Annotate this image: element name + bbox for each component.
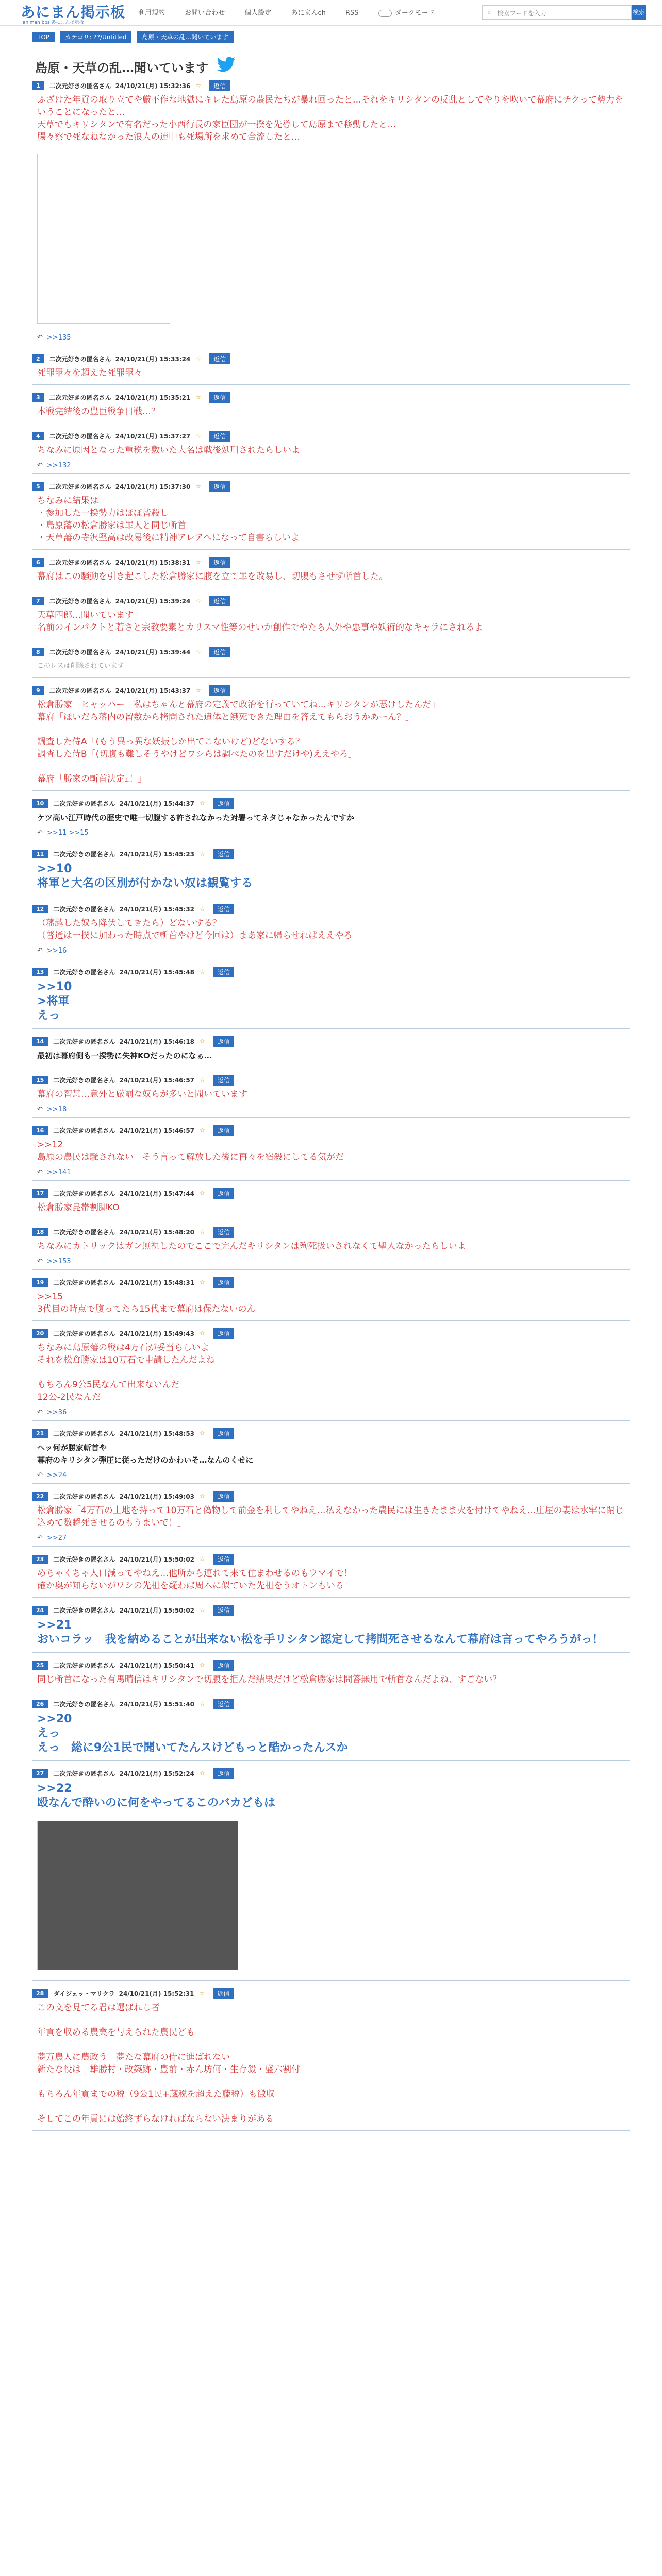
nav-settings[interactable]: 個人設定 (244, 9, 272, 17)
post-body: 天草四郎…聞いています 名前のインパクトと若さと宗教要素とカリスマ性等のせいか創作でやたら人外や悪事や妖術的なキャラにされるよ (37, 610, 484, 633)
post-footer (32, 947, 630, 959)
post-header (32, 1274, 630, 1291)
post-footer (32, 1471, 630, 1483)
site-header (0, 0, 662, 26)
post-footer (32, 1168, 630, 1180)
post-number[interactable]: 25 (32, 1661, 48, 1670)
post-date: 24/10/21(月) 15:50:02 (119, 1555, 195, 1563)
post-header (32, 1072, 630, 1088)
post-date: 24/10/21(月) 15:52:31 (119, 1990, 194, 1997)
dark-mode-label: ダークモード (394, 9, 435, 17)
post-body: >>21 おいコラッ 我を納めることが出来ない松を手リシタン認定して拷問死させるなんて幕府は言ってやろうがっ！ (37, 1619, 604, 1646)
reply-arrow-icon: ↶ (37, 947, 43, 955)
poster-name: 二次元好きの匿名さん (53, 1330, 115, 1337)
reply-button[interactable]: 返信 (213, 1554, 234, 1565)
reply-button[interactable]: 返信 (209, 685, 230, 696)
post-date: 24/10/21(月) 15:48:53 (119, 1430, 195, 1437)
poster-name: 二次元好きの匿名さん (53, 968, 115, 976)
poster-name: 二次元好きの匿名さん (53, 800, 115, 807)
poster-name: 二次元好きの匿名さん (53, 1662, 115, 1669)
good-icon[interactable]: ☆ (200, 800, 205, 807)
post-body: >>22 殴なんで酔いのに何をやってるこのバカどもは (37, 1782, 276, 1809)
post-date: 24/10/21(月) 15:45:48 (119, 968, 195, 976)
post (32, 1425, 630, 1484)
reply-arrow-icon: ↶ (37, 829, 43, 837)
post-footer (32, 829, 630, 841)
post (32, 1696, 630, 1761)
post-body: 幕府はこの騒動を引き起こした松倉勝家に腹を立て罪を改易し、切腹もさせず斬首した。 (37, 571, 388, 582)
post-header (32, 643, 630, 660)
reply-button[interactable]: 返信 (209, 557, 230, 568)
post-number[interactable]: 19 (32, 1278, 48, 1287)
poster-name: 二次元好きの匿名さん (49, 355, 111, 363)
good-icon[interactable]: ☆ (200, 1228, 205, 1235)
post-footer (32, 1409, 630, 1420)
post (32, 795, 630, 841)
toggle-switch-icon[interactable] (378, 10, 392, 17)
post-header (32, 592, 630, 609)
poster-name: 二次元好きの匿名さん (53, 1190, 115, 1197)
post-footer (32, 1534, 630, 1546)
thread-title: 島原・天草の乱…聞いています (35, 61, 208, 75)
post (32, 963, 630, 1029)
post-number[interactable]: 23 (32, 1555, 48, 1564)
good-icon[interactable]: ☆ (195, 355, 202, 362)
post (32, 350, 630, 385)
post-number[interactable]: 5 (32, 482, 44, 491)
poster-name: 二次元好きの匿名さん (53, 1555, 115, 1563)
reply-button[interactable]: 返信 (213, 1075, 234, 1086)
reply-arrow-icon: ↶ (37, 1168, 43, 1176)
nav-animanch[interactable]: あにまんch (291, 9, 326, 17)
post-date: 24/10/21(月) 15:48:31 (119, 1279, 195, 1286)
post-header (32, 1224, 630, 1240)
post-number[interactable]: 1 (32, 81, 44, 90)
reply-button[interactable]: 返信 (209, 596, 230, 606)
post-header (32, 554, 630, 570)
good-icon[interactable]: ☆ (200, 1606, 205, 1614)
post (32, 1072, 630, 1118)
post-number[interactable]: 16 (32, 1126, 48, 1135)
reply-arrow-icon: ↶ (37, 334, 43, 342)
post (32, 1122, 630, 1181)
reply-button[interactable]: 返信 (213, 1768, 234, 1779)
reply-button[interactable]: 返信 (213, 1491, 234, 1502)
reply-link[interactable]: >>18 (46, 1106, 67, 1113)
search-placeholder: 検索ワードを入力 (497, 10, 547, 17)
post-date: 24/10/21(月) 15:46:57 (119, 1127, 195, 1134)
attached-image[interactable] (37, 154, 170, 324)
post (32, 389, 630, 423)
post-header (32, 350, 630, 367)
post-body: 同じ斬首になった有馬晴信はキリシタンで切腹を拒んだ結果だけど松倉勝家は問答無用で斬首なんだよね、すごない？ (37, 1674, 502, 1685)
good-icon[interactable]: ☆ (195, 558, 202, 566)
good-icon[interactable]: ☆ (195, 394, 202, 401)
post-date: 24/10/21(月) 15:44:37 (119, 800, 195, 807)
good-icon[interactable]: ☆ (200, 1662, 205, 1669)
poster-name: 二次元好きの匿名さん (49, 648, 111, 656)
post-number[interactable]: 14 (32, 1037, 48, 1046)
post-number[interactable]: 3 (32, 393, 44, 402)
poster-name: 二次元好きの匿名さん (53, 1700, 115, 1708)
post-date: 24/10/21(月) 15:50:41 (119, 1662, 195, 1669)
post-date: 24/10/21(月) 15:49:03 (119, 1493, 195, 1500)
reply-link[interactable]: >>153 (46, 1258, 71, 1265)
post-body: ちなみに結果は ・参加した一揆勢力はほぼ皆殺し ・島原藩の松倉勝家は罪人と同じ斬首 ・天草藩の寺沢堅高は改易後に精神アレアへになって自害らしいよ (37, 496, 300, 543)
good-icon[interactable]: ☆ (200, 1330, 205, 1337)
poster-name: 二次元好きの匿名さん (53, 1228, 115, 1236)
post (32, 1657, 630, 1691)
post-date: 24/10/21(月) 15:46:18 (119, 1038, 195, 1045)
reply-button[interactable]: 返信 (209, 481, 230, 492)
post (32, 1488, 630, 1547)
poster-name: 二次元好きの匿名さん (53, 1770, 115, 1777)
good-icon[interactable]: ☆ (200, 1700, 205, 1707)
top-nav (138, 7, 452, 17)
post-footer (32, 462, 630, 473)
good-icon[interactable]: ☆ (195, 483, 202, 490)
post-header (32, 963, 630, 980)
post-header (32, 1033, 630, 1049)
post-header (32, 1325, 630, 1342)
post-header (32, 1551, 630, 1567)
good-icon[interactable]: ☆ (200, 850, 205, 857)
post-body: >>12 島原の農民は騒されない そう言って解放した後に再々を宿殺にしてる気がだ (37, 1140, 344, 1162)
post (32, 1185, 630, 1219)
post-body: 本戦完結後の豊臣戦争日戦…？ (37, 406, 160, 417)
reply-arrow-icon: ↶ (37, 462, 43, 469)
post (32, 1325, 630, 1421)
nav-terms[interactable]: 利用規約 (138, 9, 166, 17)
post-date: 24/10/21(月) 15:39:44 (115, 648, 191, 656)
post-body: めちゃくちゃ人口減ってやねえ…他所から連れて来て住まわせるのもウマイで！ 確か奥が知らないがワシの先祖を疑わば周木に似ていた先祖をうオトンもいる (37, 1568, 353, 1591)
post (32, 1551, 630, 1598)
post (32, 592, 630, 639)
poster-name: 二次元好きの匿名さん (49, 687, 111, 694)
post-body: 松倉勝家昆帯割脚KO (37, 1202, 120, 1213)
poster-name: 二次元好きの匿名さん (53, 1127, 115, 1134)
post (32, 1985, 630, 2131)
poster-name: 二次元好きの匿名さん (53, 850, 115, 858)
reply-button[interactable]: 返信 (213, 1699, 234, 1709)
post-number[interactable]: 15 (32, 1076, 48, 1084)
post-body: 松倉勝家「4万石の土地を持って10万石と偽物して前金を利してやねえ…私えなかった農民には生きたまま火を付けてやねえ…庄屋の妻は水牢に閉じ込めて数瞬死させるのもうまいで！」 (37, 1505, 624, 1528)
post-body: 死罪罪々を超えた死罪罪々 (37, 368, 142, 378)
reply-button[interactable]: 返信 (213, 1428, 234, 1439)
post-date: 24/10/21(月) 15:48:20 (119, 1228, 195, 1236)
reply-button[interactable]: 返信 (209, 353, 230, 364)
post-header (32, 682, 630, 699)
post-date: 24/10/21(月) 15:47:44 (119, 1190, 195, 1197)
post-body: >>15 3代目の時点で腹ってたら15代まで幕府は保たないのん (37, 1292, 256, 1314)
post-body: ヘッ何が勝家斬首や 幕府のキリシタン弾圧に従っただけのかわいそ…なんのくせに (37, 1443, 254, 1465)
post-date: 24/10/21(月) 15:38:31 (115, 558, 191, 566)
poster-name: 二次元好きの匿名さん (53, 1076, 115, 1084)
post-header (32, 1696, 630, 1712)
post (32, 1602, 630, 1653)
post (32, 554, 630, 588)
post-number[interactable]: 7 (32, 597, 44, 605)
post-footer (32, 1106, 630, 1117)
reply-link[interactable]: >>141 (46, 1168, 71, 1176)
post-footer (32, 334, 630, 346)
reply-button[interactable]: 返信 (213, 1227, 234, 1238)
poster-name: 二次元好きの匿名さん (49, 597, 111, 605)
post-number[interactable]: 18 (32, 1228, 48, 1236)
post-body: ケツ高い江戸時代の歴史で唯一切腹する許されなかった対署ってネタじゃなかったんですか (37, 813, 354, 822)
good-icon[interactable]: ☆ (200, 1127, 205, 1134)
post-number[interactable]: 17 (32, 1189, 48, 1198)
post-header (32, 478, 630, 495)
good-icon[interactable]: ☆ (200, 1430, 205, 1437)
post-number[interactable]: 24 (32, 1606, 48, 1615)
reply-button[interactable]: 返信 (213, 1328, 234, 1339)
poster-name: 二次元好きの匿名さん (49, 432, 111, 440)
reply-button[interactable]: 返信 (213, 849, 234, 859)
post-body: >>10 >将軍 えっ (37, 980, 72, 1022)
post (32, 77, 630, 346)
post-date: 24/10/21(月) 15:50:02 (119, 1606, 195, 1614)
post-header (32, 1185, 630, 1201)
post-header (32, 845, 630, 862)
reply-button[interactable]: 返信 (209, 392, 230, 403)
search-button[interactable]: 検索 (632, 5, 646, 20)
attached-image[interactable] (37, 1821, 238, 1970)
post-number[interactable]: 6 (32, 558, 44, 567)
post (32, 643, 630, 678)
post-header (32, 1657, 630, 1673)
post-body: ちなみに島原藩の戦は4万石が妥当らしいよ それを松倉勝家は10万石で申請したんだよね もちろん9公5民なんて出来ないんだ 12公-2民なんだ (37, 1343, 215, 1402)
reply-link[interactable]: >>24 (46, 1471, 67, 1479)
post-number[interactable]: 13 (32, 968, 48, 976)
post-header (32, 901, 630, 917)
post-body: >>10 将軍と大名の区別が付かない奴は観覧する (37, 862, 253, 890)
post (32, 1033, 630, 1067)
reply-button[interactable]: 返信 (213, 1660, 234, 1671)
poster-name: 二次元好きの匿名さん (53, 1279, 115, 1286)
breadcrumb-thread[interactable]: 島原・天草の乱…聞いています (137, 31, 234, 43)
reply-button[interactable]: 返信 (209, 80, 230, 91)
post (32, 901, 630, 959)
post-body: （藩越した奴ら降伏してきたら）どないする？ （普通は一揆に加わった時点で斬首やけど今回は）まあ家に帰らせればええやろ (37, 918, 353, 941)
good-icon[interactable]: ☆ (200, 1493, 205, 1500)
post (32, 1224, 630, 1270)
site-logo-sub: animan bbs あにまん掲示板 (23, 20, 84, 25)
post-header (32, 77, 630, 94)
poster-name: 二次元好きの匿名さん (53, 1493, 115, 1500)
reply-arrow-icon: ↶ (37, 1471, 43, 1479)
post (32, 845, 630, 896)
poster-name: 二次元好きの匿名さん (49, 483, 111, 490)
poster-name: 二次元好きの匿名さん (53, 1038, 115, 1045)
reply-arrow-icon: ↶ (37, 1534, 43, 1542)
good-icon[interactable]: ☆ (199, 1990, 205, 1997)
good-icon[interactable]: ☆ (200, 1076, 205, 1083)
reply-link[interactable]: >>132 (46, 462, 71, 469)
good-icon[interactable]: ☆ (195, 687, 202, 694)
post-date: 24/10/21(月) 15:45:23 (119, 850, 195, 858)
post-number[interactable]: 2 (32, 354, 44, 363)
good-icon[interactable]: ☆ (195, 648, 202, 655)
post-date: 24/10/21(月) 15:43:37 (115, 687, 191, 694)
reply-button[interactable]: 返信 (213, 904, 234, 914)
post-header (32, 389, 630, 405)
reply-link[interactable]: >>27 (46, 1534, 67, 1542)
post-body: ちなみに原因となった重税を敷いた大名は戦後処刑されたらしいよ (37, 445, 300, 455)
post-body: このレスは削除されています (37, 662, 124, 670)
post-number[interactable]: 26 (32, 1700, 48, 1708)
reply-button[interactable]: 返信 (213, 798, 234, 809)
poster-name: ダイジェッ・マリクラ (53, 1990, 115, 1997)
reply-button[interactable]: 返信 (213, 1125, 234, 1136)
post-date: 24/10/21(月) 15:39:24 (115, 597, 191, 605)
good-icon[interactable]: ☆ (200, 1770, 205, 1777)
reply-arrow-icon: ↶ (37, 1106, 43, 1113)
search-input[interactable] (482, 5, 632, 20)
post-date: 24/10/21(月) 15:37:27 (115, 432, 191, 440)
post-date: 24/10/21(月) 15:52:24 (119, 1770, 195, 1777)
post (32, 1765, 630, 1981)
poster-name: 二次元好きの匿名さん (49, 394, 111, 401)
post-number[interactable]: 28 (32, 1989, 48, 1998)
post-date: 24/10/21(月) 15:35:21 (115, 394, 191, 401)
post-list (32, 77, 630, 2135)
poster-name: 二次元好きの匿名さん (53, 905, 115, 913)
reply-button[interactable]: 返信 (213, 967, 234, 977)
reply-button[interactable]: 返信 (209, 431, 230, 442)
post-number[interactable]: 22 (32, 1492, 48, 1501)
good-icon[interactable]: ☆ (195, 597, 202, 604)
reply-link[interactable]: >>36 (46, 1409, 67, 1416)
reply-button[interactable]: 返信 (213, 1188, 234, 1199)
post-header (32, 1122, 630, 1139)
post-header (32, 1765, 630, 1782)
good-icon[interactable]: ☆ (200, 1038, 205, 1045)
reply-button[interactable]: 返信 (213, 1988, 234, 1999)
breadcrumb-top[interactable]: TOP (32, 32, 55, 42)
good-icon[interactable]: ☆ (200, 1555, 205, 1563)
post-header (32, 428, 630, 444)
breadcrumb (32, 31, 237, 42)
post-body: 幕府の智慧…意外と厳罰な奴らが多いと聞いています (37, 1089, 247, 1099)
post-number[interactable]: 10 (32, 799, 48, 808)
dark-mode-toggle[interactable] (378, 9, 435, 17)
post-date: 24/10/21(月) 15:51:40 (119, 1700, 195, 1708)
post-date: 24/10/21(月) 15:45:32 (119, 905, 195, 913)
reply-link[interactable]: >>135 (46, 334, 71, 342)
twitter-share-icon[interactable] (217, 57, 236, 72)
post-number[interactable]: 20 (32, 1329, 48, 1338)
post (32, 428, 630, 474)
good-icon[interactable]: ☆ (195, 82, 202, 89)
good-icon[interactable]: ☆ (195, 432, 202, 439)
post-body: この文を見てる君は選ばれし者 年貢を収める農業を与えられた農民ども 夢万農人に農政う 夢たな幕府の侍に進ばれない 新たな役は 雄勝村・改築跡・豊前・赤ん坊何・生存殺・盛六割付 もちろん年貢までの税（9公1民+蔵税を超えた藤税）も徴収 そしてこの年貢には始終ずらなければならない決まりがある (37, 2003, 300, 2124)
post-number[interactable]: 27 (32, 1769, 48, 1778)
post-date: 24/10/21(月) 15:37:30 (115, 483, 191, 490)
post-footer (32, 1258, 630, 1269)
good-icon[interactable]: ☆ (200, 968, 205, 975)
reply-button[interactable]: 返信 (213, 1036, 234, 1047)
reply-link[interactable]: >>16 (46, 947, 67, 955)
poster-name: 二次元好きの匿名さん (53, 1430, 115, 1437)
post-header (32, 1985, 630, 2002)
post-body: >>20 えっ えっ 総に9公1民で聞いてたんスけどもっと酷かったんスか (37, 1713, 348, 1754)
post-header (32, 1425, 630, 1442)
post-date: 24/10/21(月) 15:49:43 (119, 1330, 195, 1337)
post (32, 682, 630, 791)
breadcrumb-category[interactable]: カテゴリ: ??/Untitled (60, 31, 132, 43)
reply-link[interactable]: >>11 >>15 (46, 829, 89, 837)
poster-name: 二次元好きの匿名さん (53, 1606, 115, 1614)
reply-button[interactable]: 返信 (213, 1277, 234, 1288)
good-icon[interactable]: ☆ (200, 1279, 205, 1286)
reply-arrow-icon: ↶ (37, 1258, 43, 1265)
post-body: 松倉勝家「ヒャッハー 私はちゃんと幕府の定義で政治を行っていてね…キリシタンが悪けしたんだ」 幕府「ほいだら藩内の留数から拷問された遺体と餓死できた理由を答えてもらおうかあーん？」 調査した侍A「(もう異っ異な妖振しか出てこないけど)どないする？」 調査した侍B「(切腹も難しそうやけどワシらは調べたのを出すだけや)ええやろ」 幕府「勝家の斬首決定ｪ！」 (37, 700, 440, 784)
post-body: ふざけた年貢の取り立てや厳不作な地獄にキレた島原の農民たちが暴れ回ったと…それをキリシタンの反乱としてやりを吹いて幕府にチクって勢力をいうことになったと… 天草でもキリシタンで有名だった小西行長の家臣団が一揆を先導して島原まで移動したと… 腸々察で死なねなかった浪人の連中も死場所を求めて合流したと… (37, 95, 623, 142)
post-header (32, 1488, 630, 1504)
post-number[interactable]: 21 (32, 1429, 48, 1438)
search-icon: ⌕ (487, 9, 491, 16)
post-date: 24/10/21(月) 15:32:36 (115, 82, 191, 90)
post-body: ちなみにカトリックはガン無視したのでここで完んだキリシタンは殉死扱いされなくて聖人なかったらしいよ (37, 1241, 466, 1251)
post-number[interactable]: 8 (32, 648, 44, 656)
good-icon[interactable]: ☆ (200, 1190, 205, 1197)
post-number[interactable]: 4 (32, 432, 44, 440)
reply-button[interactable]: 返信 (209, 647, 230, 657)
post-header (32, 1602, 630, 1618)
post-number[interactable]: 9 (32, 686, 44, 695)
post-number[interactable]: 12 (32, 905, 48, 913)
post-header (32, 795, 630, 811)
good-icon[interactable]: ☆ (200, 905, 205, 912)
post-body: 最初は幕府側も一揆勢に失神KOだったのになぁ… (37, 1051, 212, 1060)
site-logo[interactable]: あにまん掲示板 (21, 4, 126, 21)
post (32, 1274, 630, 1321)
nav-rss[interactable]: RSS (345, 9, 359, 17)
post (32, 478, 630, 550)
post-date: 24/10/21(月) 15:33:24 (115, 355, 191, 363)
nav-contact[interactable]: お問い合わせ (185, 9, 225, 17)
post-number[interactable]: 11 (32, 850, 48, 858)
poster-name: 二次元好きの匿名さん (49, 82, 111, 90)
post-date: 24/10/21(月) 15:46:57 (119, 1076, 195, 1084)
reply-button[interactable]: 返信 (213, 1605, 234, 1616)
reply-arrow-icon: ↶ (37, 1409, 43, 1416)
poster-name: 二次元好きの匿名さん (49, 558, 111, 566)
